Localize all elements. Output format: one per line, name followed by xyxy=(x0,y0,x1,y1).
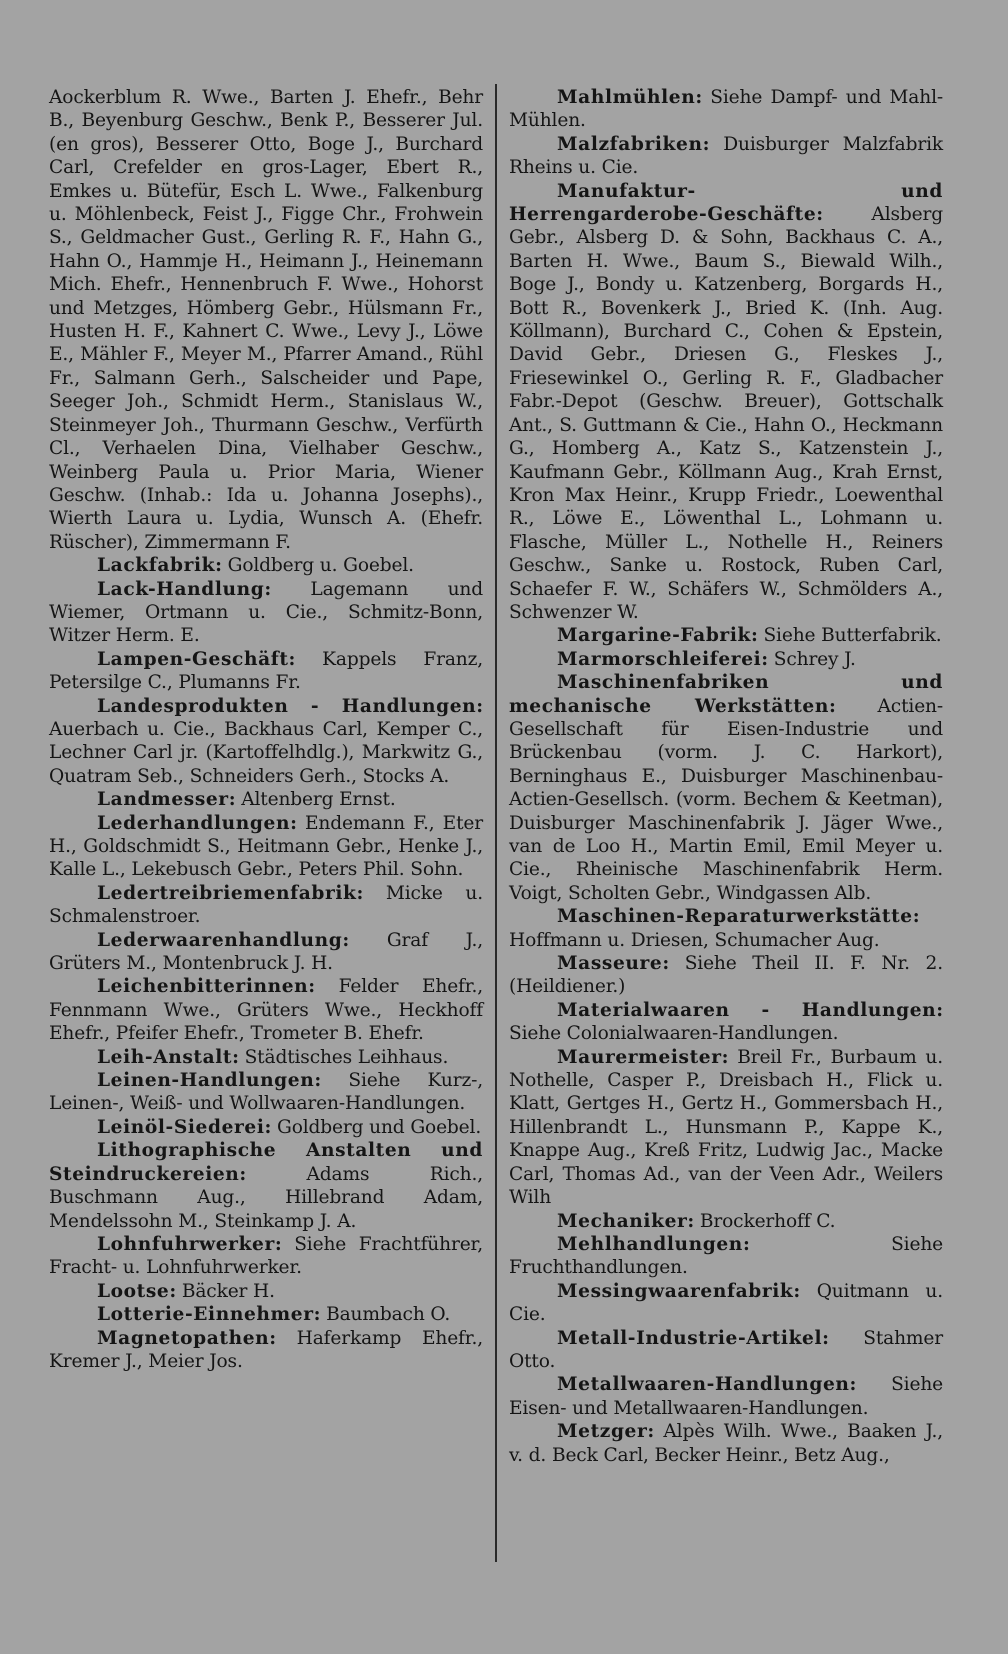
entry-text: Graf J., Grüters M., Montenbruck J. H. xyxy=(49,929,484,975)
trade-heading: Mehlhandlungen xyxy=(557,1233,743,1255)
directory-entry xyxy=(509,648,943,671)
heading-separator: : xyxy=(849,1374,857,1396)
entry-text: Goldberg u. Goebel. xyxy=(227,555,414,577)
directory-entry xyxy=(49,1327,483,1374)
trade-heading: Mechaniker xyxy=(557,1210,688,1232)
heading-separator: : xyxy=(264,1116,272,1138)
trade-heading: Maurermeister xyxy=(557,1046,722,1068)
heading-separator: : xyxy=(936,999,943,1021)
entry-text: Bäcker H. xyxy=(181,1280,275,1302)
left-column xyxy=(49,86,483,1373)
trade-heading: Lohnfuhrwerker xyxy=(97,1233,275,1255)
directory-entry xyxy=(49,1233,483,1280)
heading-separator: : xyxy=(356,882,364,904)
trade-heading: Lotterie-Einnehmer xyxy=(97,1304,314,1326)
trade-heading: Leichenbitterinnen xyxy=(97,976,309,998)
entry-text: Hoffmann u. Driesen, Schumacher Aug. xyxy=(509,929,880,951)
entry-text: Aockerblum R. Wwe., Barten J. Ehefr., Behr B., Beyenburg Geschw., Benk P., Besserer Jul. (en gros), Besserer Otto, Boge J., Burchard Carl, Crefelder en gros-Lager, Ebert R., Emkes u. Bütefür, Esch L. Wwe., Falkenburg u. Möhlenbeck, Feist J., Figge Chr., Frohwein S., Geldmacher Gust., Gerling R. F., Hahn G., Hahn O., Hammje H., Heimann J., Heinemann Mich. Ehefr., Hennenbruch F. Wwe., Hohorst und Metzges, Hömberg Gebr., Hülsmann Fr., Husten H. F., Kahnert C. Wwe., Levy J., Löwe E., Mähler F., Meyer M., Pfarrer Amand., Rühl Fr., Salmann Gerh., Salscheider und Pape, Seeger Joh., Schmidt Herm., Stanislaus W., Steinmeyer Joh., Thurmann Geschw., Verfürth Cl., Verhaelen Dina, Vielhaber Geschw., Weinberg Paula u. Prior Maria, Wiener Geschw. (Inhab.: Ida u. Johanna Josephs)., Wierth Laura u. Lydia, Wunsch A. (Ehefr. Rüscher), Zimmermann F. xyxy=(49,87,483,553)
directory-entry xyxy=(49,1139,483,1233)
entry-text: Siehe Fruchthandlungen. xyxy=(509,1233,943,1279)
entry-text: Siehe Frachtführer, Fracht- u. Lohnfuhrwerker. xyxy=(49,1233,483,1279)
entry-text: Kappels Franz, Petersilge C., Plumanns Fr. xyxy=(49,648,483,694)
directory-entry xyxy=(509,1373,943,1420)
heading-separator: : xyxy=(313,1304,321,1326)
heading-separator: : xyxy=(695,87,703,108)
entry-text: Quitmann u. Cie. xyxy=(509,1280,943,1326)
directory-entry xyxy=(509,1420,943,1467)
trade-heading: Lootse xyxy=(97,1280,170,1302)
trade-heading: Mahlmühlen xyxy=(557,87,696,108)
heading-separator: : xyxy=(314,1070,322,1092)
heading-separator: : xyxy=(721,1046,729,1068)
trade-heading: Maschinenfabriken und mechanische Werkstätten xyxy=(509,672,943,717)
directory-entry xyxy=(49,975,483,1045)
heading-separator: : xyxy=(476,695,483,717)
heading-separator: : xyxy=(308,976,315,998)
heading-separator: : xyxy=(215,555,222,577)
trade-heading: Materialwaaren - Handlungen xyxy=(557,999,937,1021)
trade-heading: Metall-Industrie-Artikel xyxy=(557,1327,823,1349)
entry-text: Städtisches Leihhaus. xyxy=(244,1046,449,1068)
entry-text: Felder Ehefr., Fennmann Wwe., Grüters Wwe., Heckhoff Ehefr., Pfeifer Ehefr., Trometer B. Ehefr. xyxy=(49,976,483,1045)
entry-text: Endemann F., Eter H., Goldschmidt S., Heitmann Gebr., Henke J., Kalle L., Lekebusch Gebr., Peters Phil. Sohn. xyxy=(49,812,483,881)
directory-entry xyxy=(49,1116,483,1139)
heading-separator: : xyxy=(274,1233,282,1255)
trade-heading: Messingwaarenfabrik xyxy=(557,1280,794,1302)
entry-text: Altenberg Ernst. xyxy=(241,789,396,811)
trade-heading: Leih-Anstalt xyxy=(97,1046,233,1068)
directory-entry xyxy=(49,648,483,695)
entry-text: Lagemann und Wiemer, Ortmann u. Cie., Schmitz-Bonn, Witzer Herm. E. xyxy=(49,578,483,647)
entry-text: Alsberg Gebr., Alsberg D. & Sohn, Backhaus C. A., Barten H. Wwe., Baum S., Biewald Wilh., Boge J., Bondy u. Katzenberg, Borgards H., Bott R., Bovenkerk J., Bried K. (Inh. Aug. Köllmann), Burchard C., Cohen & Epstein, David Gebr., Driesen G., Fleskes J., Friesewinkel O., Gerling R. F., Gladbacher Fabr.-Depot (Geschw. Breuer), Gottschalk Ant., S. Guttmann & Cie., Hahn O., Heckmann G., Homberg A., Katz S., Katzenstein J., Kaufmann Gebr., Köllmann Aug., Krah Ernst, Kron Max Heinr., Krupp Friedr., Loewenthal R., Löwe E., Löwenthal L., Lohmann u. Flasche, Müller L., Nothelle H., Reiners Geschw., Sanke u. Rostock, Ruben Carl, Schaefer F. W., Schäfers W., Schmölders A., Schwenzer W. xyxy=(509,204,943,623)
trade-heading: Landesprodukten - Handlungen xyxy=(97,695,477,717)
trade-heading: Leinöl-Siederei xyxy=(97,1116,265,1138)
trade-heading: Lampen-Geschäft xyxy=(97,648,289,670)
heading-separator: : xyxy=(750,625,758,647)
trade-heading: Manufaktur- und Herrengarderobe-Geschäfte xyxy=(509,180,943,226)
heading-separator: : xyxy=(816,204,823,226)
directory-entry xyxy=(509,952,943,999)
directory-entry xyxy=(49,86,483,554)
directory-entry xyxy=(49,554,483,577)
directory-entry xyxy=(49,1069,483,1116)
directory-entry xyxy=(509,86,943,133)
heading-separator: : xyxy=(239,1163,247,1185)
trade-heading: Maschinen-Reparaturwerkstätte xyxy=(557,906,913,928)
directory-entry xyxy=(509,1210,943,1233)
trade-heading: Magnetopathen xyxy=(97,1327,270,1349)
directory-entry xyxy=(509,1327,943,1374)
column-divider xyxy=(495,84,497,1562)
entry-text: Duisburger Malzfabrik Rheins u. Cie. xyxy=(509,133,943,179)
trade-heading: Leinen-Handlungen xyxy=(97,1070,315,1092)
directory-entry xyxy=(509,999,943,1046)
trade-heading: Malzfabriken xyxy=(557,133,703,155)
directory-entry xyxy=(49,1303,483,1326)
heading-separator: : xyxy=(662,953,670,975)
directory-entry xyxy=(49,788,483,811)
directory-entry xyxy=(49,812,483,882)
entry-text: Siehe Eisen- und Metallwaaren-Handlungen. xyxy=(509,1374,943,1419)
entry-text: Breil Fr., Burbaum u. Nothelle, Casper P., Dreisbach H., Flick u. Klatt, Gertges H., Gertz H., Gommersbach H., Hillenbrandt L., Hunsmann P., Kappe K., Knappe Aug., Kreß Fritz, Ludwig Jac., Macke Carl, Thomas Ad., van der Veen Adr., Weilers Wilh xyxy=(509,1046,944,1209)
entry-text: Alpès Wilh. Wwe., Baaken J., v. d. Beck Carl, Becker Heinr., Betz Aug., xyxy=(509,1421,944,1466)
entry-text: Siehe Dampf- und Mahl-Mühlen. xyxy=(509,87,944,132)
directory-entry xyxy=(49,882,483,929)
heading-separator: : xyxy=(228,789,236,811)
entry-text: Goldberg und Goebel. xyxy=(277,1116,482,1138)
directory-entry xyxy=(49,695,483,789)
directory-entry xyxy=(49,1280,483,1303)
entry-text: Stahmer Otto. xyxy=(509,1327,943,1372)
trade-heading: Masseure xyxy=(557,953,663,975)
entry-text: Actien-Gesellschaft für Eisen-Industrie und Brückenbau (vorm. J. C. Harkort), Berninghaus E., Duisburger Maschinenbau-Actien-Gesellsch. (vorm. Bechem & Keetman), Duisburger Maschinenfabrik J. Jäger Wwe., van de Loo H., Martin Emil, Emil Meyer u. Cie., Rheinische Maschinenfabrik Herm. Voigt, Scholten Gebr., Windgassen Alb. xyxy=(509,695,944,904)
heading-separator: : xyxy=(761,648,768,670)
trade-heading: Ledertreibriemenfabrik xyxy=(97,882,357,904)
heading-separator: : xyxy=(828,695,836,717)
heading-separator: : xyxy=(793,1280,801,1302)
entry-text: Siehe Kurz-, Leinen-, Weiß- und Wollwaaren-Handlungen. xyxy=(49,1070,483,1115)
directory-entry xyxy=(49,929,483,976)
trade-heading: Metallwaaren-Handlungen xyxy=(557,1374,850,1396)
entry-text: Siehe Butterfabrik. xyxy=(763,625,942,647)
heading-separator: : xyxy=(290,812,297,834)
heading-separator: : xyxy=(687,1210,695,1232)
entry-text: Auerbach u. Cie., Backhaus Carl, Kemper C., Lechner Carl jr. (Kartoffelhdlg.), Markwitz G., Quatram Seb., Schneiders Gerh., Stocks A. xyxy=(49,718,483,787)
directory-entry xyxy=(509,1046,943,1210)
directory-entry xyxy=(509,671,943,905)
heading-separator: : xyxy=(169,1280,177,1302)
directory-entry xyxy=(49,1046,483,1069)
directory-entry xyxy=(509,905,943,952)
entry-text: Baumbach O. xyxy=(326,1304,451,1326)
directory-entry xyxy=(49,578,483,648)
trade-heading: Margarine-Fabrik xyxy=(557,625,751,647)
entry-text: Brockerhoff C. xyxy=(699,1210,836,1232)
trade-heading: Lithographische Anstalten und Steindruckereien xyxy=(49,1140,483,1185)
directory-entry xyxy=(509,133,943,180)
trade-heading: Lederwaarenhandlung xyxy=(97,929,343,951)
trade-heading: Lederhandlungen xyxy=(97,812,291,834)
heading-separator: : xyxy=(742,1233,750,1255)
heading-separator: : xyxy=(264,578,272,600)
directory-entry xyxy=(509,1233,943,1280)
entry-text: Schrey J. xyxy=(773,648,856,670)
heading-separator: : xyxy=(702,133,710,155)
directory-entry xyxy=(509,180,943,625)
trade-heading: Lack-Handlung xyxy=(97,578,265,600)
heading-separator: : xyxy=(822,1327,829,1349)
right-column xyxy=(509,86,943,1467)
entry-text: Micke u. Schmalenstroer. xyxy=(49,882,483,928)
heading-separator: : xyxy=(647,1421,655,1443)
trade-heading: Landmesser xyxy=(97,789,229,811)
directory-entry xyxy=(509,624,943,647)
trade-heading: Lackfabrik xyxy=(97,555,216,577)
entry-text: Siehe Colonialwaaren-Handlungen. xyxy=(509,1023,839,1045)
entry-text: Haferkamp Ehefr., Kremer J., Meier Jos. xyxy=(49,1327,483,1372)
entry-text: Adams Rich., Buschmann Aug., Hillebrand Adam, Mendelssohn M., Steinkamp J. A. xyxy=(49,1163,484,1232)
entry-text: Siehe Theil II. F. Nr. 2. (Heildiener.) xyxy=(509,953,943,998)
directory-entry xyxy=(509,1280,943,1327)
heading-separator: : xyxy=(232,1046,239,1068)
trade-heading: Metzger xyxy=(557,1421,648,1443)
heading-separator: : xyxy=(342,929,350,951)
heading-separator: : xyxy=(912,906,920,928)
trade-heading: Marmorschleiferei xyxy=(557,648,762,670)
heading-separator: : xyxy=(269,1327,276,1349)
heading-separator: : xyxy=(288,648,296,670)
